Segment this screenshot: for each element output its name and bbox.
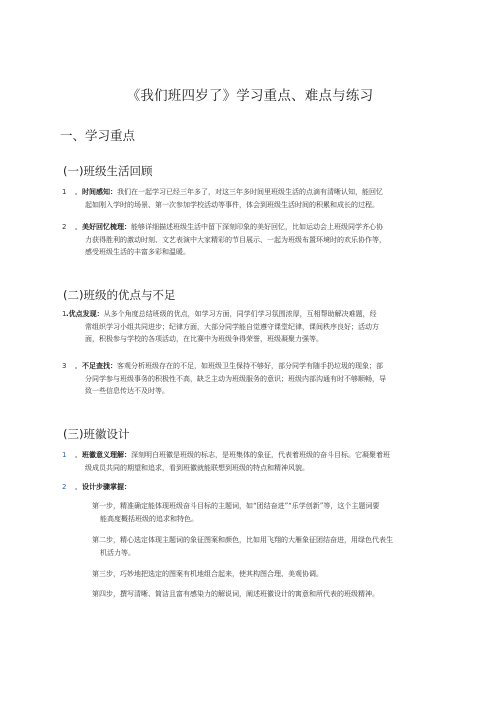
item-text-line: 面，积极参与学校的各项活动，在比赛中为班级争得荣誉，班级凝聚力强等。 (85, 335, 323, 343)
step-text-line: 机活力等。 (100, 548, 135, 557)
design-step (92, 534, 442, 559)
item-number: 2 (62, 223, 67, 231)
list-item (62, 308, 440, 346)
section-heading-study-focus: 一、学习重点 (60, 128, 136, 143)
item-number: 1 (62, 451, 67, 459)
step-text-line: 第二步，精心选定体现主题词的象征图案和颜色，比如用飞翔的大雁象征团结奋进，用绿色代表生 (92, 536, 393, 544)
step-text-line: 第四步，撰写清晰、简洁且富有感染力的解说词，阐述班徽设计的寓意和所代表的班级精神。 (92, 590, 379, 598)
item-text-line: 致一些信息传达不及时等。 (85, 387, 169, 395)
item-text-line: 感受班级生活的丰富多彩和温暖。 (85, 248, 190, 256)
design-step (92, 588, 442, 601)
item-label: ．美好回忆梳理： (75, 223, 131, 231)
subheading-class-badge-design: (三)班徽设计 (63, 427, 130, 441)
item-text-line: 从多个角度总结班级的优点，如学习方面，同学们学习氛围浓厚，互相帮助解决难题，经 (103, 310, 377, 318)
item-number: 2 (62, 483, 67, 491)
list-item (62, 481, 440, 494)
document-title: 《我们班四岁了》学习重点、难点与练习 (126, 88, 374, 104)
step-text-line: 第一步，精准确定能体现班级奋斗目标的主题词，如“团结奋进”“乐学创新”等，这个主题词要 (92, 502, 380, 510)
design-step (92, 500, 442, 525)
item-label: ．不足查找： (75, 362, 117, 370)
list-item (62, 186, 440, 211)
item-text-line: 我们在一起学习已经三年多了，对这三年多时间里班级生活的点滴有清晰认知，能回忆 (117, 188, 383, 196)
item-number: 3 (62, 362, 67, 370)
subheading-class-life-review: (一)班级生活回顾 (63, 164, 153, 178)
item-text-line: 客观分析班级存在的不足，如班级卫生保持不够好，部分同学有随手扔垃圾的现象；部 (117, 362, 383, 370)
item-label: ．班徽意义理解： (75, 451, 131, 459)
item-label: .优点发现： (66, 310, 104, 318)
item-number: 1 (62, 310, 67, 318)
item-text-line: 常组织学习小组共同进步；纪律方面，大部分同学能自觉遵守课堂纪律，课间秩序良好；活动方 (85, 322, 379, 331)
item-text-line: 起如刚入学时的场景、第一次参加学校活动等事件，体会到班级生活时间的积累和成长的过程。 (85, 200, 379, 209)
item-text-line: 分同学参与班级事务的积极性不高，缺乏主动为班级服务的意识；班级内部沟通有时不够顺畅，导 (85, 374, 386, 383)
item-text-line: 级成员共同的期望和追求，看到班徽就能联想到班级的特点和精神风貌。 (85, 463, 309, 472)
step-text-line: 第三步，巧妙地把选定的图案有机地组合起来，使其构图合理、美观协调。 (92, 570, 323, 578)
list-item (62, 360, 440, 398)
item-label: ．设计步骤掌握： (75, 483, 131, 491)
item-number: 1 (62, 188, 67, 196)
item-text-line: 能够详细描述班级生活中留下深刻印象的美好回忆，比如运动会上班级同学齐心协 (131, 223, 383, 231)
list-item (62, 449, 440, 474)
list-item (62, 221, 440, 259)
item-text-line: 力获得胜利的激动时刻、文艺表演中大家精彩的节目展示、一起为班级布置环境时的欢乐协作等， (85, 235, 386, 244)
design-step (92, 568, 442, 581)
item-text-line: 深刻明白班徽是班级的标志，是班集体的象征，代表着班级的奋斗目标。它凝聚着班 (131, 451, 390, 459)
item-label: ．时间感知： (75, 188, 117, 196)
step-text-line: 能高度概括班级的追求和特色。 (100, 514, 198, 523)
subheading-class-strengths-weaknesses: (二)班级的优点与不足 (63, 288, 176, 302)
